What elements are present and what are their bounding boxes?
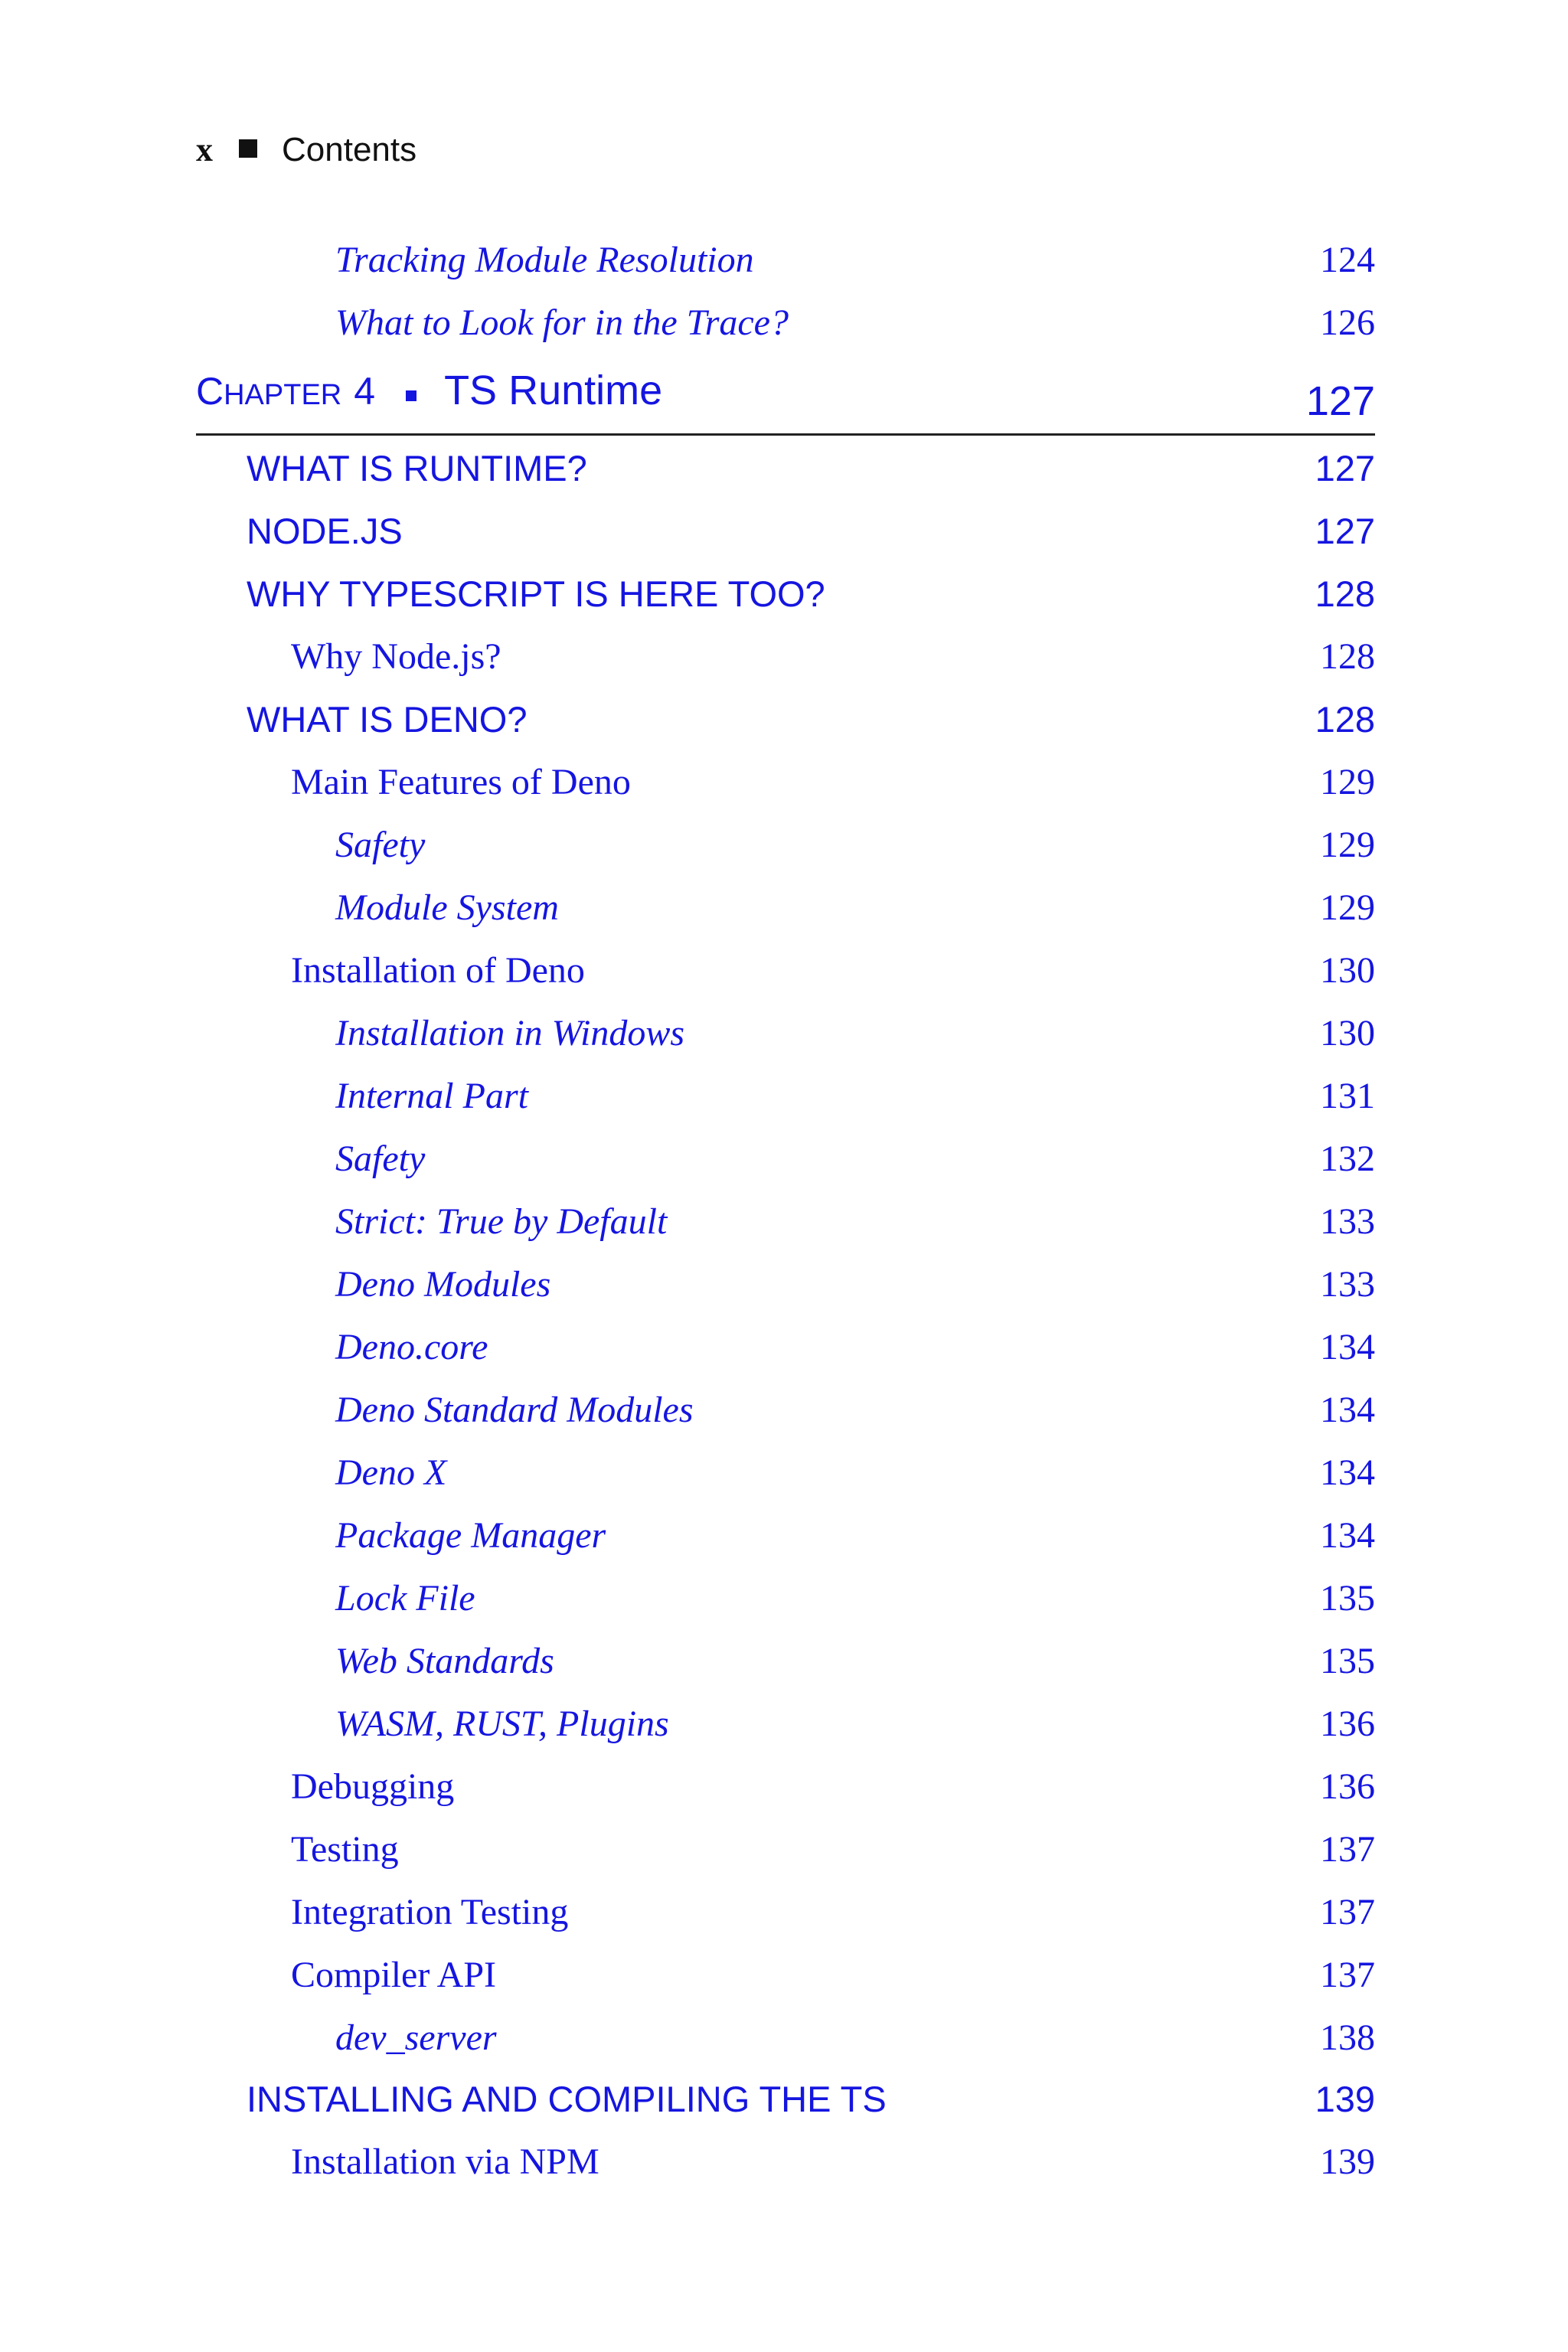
running-head-title: Contents <box>282 131 417 168</box>
toc-entry-page: 131 <box>1320 1076 1375 1116</box>
toc-entry-title: Deno Modules <box>335 1264 551 1305</box>
page-folio: x <box>196 131 213 168</box>
toc-subsection[interactable] <box>0 1756 1375 1818</box>
toc-subsection[interactable] <box>0 1819 1375 1880</box>
toc-entry-title: dev_server <box>335 2017 497 2058</box>
toc-entry-page: 130 <box>1320 1013 1375 1054</box>
toc-entry[interactable] <box>0 230 1375 291</box>
toc-entry-title: Installation via NPM <box>291 2141 599 2182</box>
toc-entry-title: Integration Testing <box>291 1892 569 1932</box>
toc-entry-page: 137 <box>1320 1829 1375 1870</box>
toc-entry-title: Testing <box>291 1829 399 1870</box>
toc-entry-page: 129 <box>1320 825 1375 865</box>
toc-entry-title: Deno X <box>335 1452 447 1493</box>
toc-entry-page: 137 <box>1320 1955 1375 1995</box>
toc-subsection[interactable] <box>0 2132 1375 2193</box>
chapter-bullet-icon <box>406 390 416 401</box>
chapter-title: TS Runtime <box>444 368 663 413</box>
toc-entry-title: Lock File <box>335 1578 475 1619</box>
toc-entry-page: 132 <box>1320 1138 1375 1179</box>
toc-entry-page: 136 <box>1320 1704 1375 1744</box>
toc-entry-title: WHY TYPESCRIPT IS HERE TOO? <box>247 573 825 614</box>
toc-subsection[interactable] <box>0 940 1375 1001</box>
toc-section[interactable] <box>0 438 1375 499</box>
toc-subsection[interactable] <box>0 1945 1375 2006</box>
chapter-page: 127 <box>1305 378 1375 424</box>
running-head <box>196 129 416 172</box>
toc-entry-title: Safety <box>335 1138 426 1179</box>
toc-entry-title: WHAT IS DENO? <box>247 699 528 740</box>
toc-entry-page: 137 <box>1320 1892 1375 1932</box>
toc-entry-page: 128 <box>1320 636 1375 677</box>
toc-subsubsection[interactable] <box>0 1191 1375 1253</box>
toc-entry-title: Tracking Module Resolution <box>335 240 754 280</box>
toc-entry-page: 128 <box>1315 699 1375 740</box>
toc-entry-title: Internal Part <box>335 1076 528 1116</box>
chapter-label-rest: HAPTER <box>224 379 342 411</box>
toc-entry-page: 134 <box>1320 1452 1375 1493</box>
toc-subsubsection[interactable] <box>0 1254 1375 1315</box>
toc-entry-title: What to Look for in the Trace? <box>335 302 789 343</box>
toc-subsubsection[interactable] <box>0 877 1375 939</box>
toc-subsubsection[interactable] <box>0 1568 1375 1629</box>
toc-entry-page: 126 <box>1320 302 1375 343</box>
toc-entry-page: 127 <box>1315 448 1375 488</box>
toc-entry-title: Installation of Deno <box>291 950 585 991</box>
toc-subsubsection[interactable] <box>0 815 1375 876</box>
toc-entry-title: Installation in Windows <box>335 1013 685 1054</box>
toc-entry-title: NODE.JS <box>247 511 403 551</box>
toc-entry-page: 134 <box>1320 1515 1375 1556</box>
toc-entry-title: Why Node.js? <box>291 636 501 677</box>
toc-entry-page: 139 <box>1320 2141 1375 2182</box>
toc-entry-title: WHAT IS RUNTIME? <box>247 448 587 488</box>
toc-entry-title: Deno Standard Modules <box>335 1390 694 1430</box>
toc-subsubsection[interactable] <box>0 2007 1375 2069</box>
toc-section[interactable] <box>0 2069 1375 2130</box>
chapter-number: 4 <box>354 370 376 413</box>
toc-subsubsection[interactable] <box>0 1066 1375 1127</box>
toc-entry-page: 129 <box>1320 887 1375 928</box>
toc-entry[interactable] <box>0 292 1375 354</box>
toc-entry-title: Package Manager <box>335 1515 606 1556</box>
toc-entry-title: Main Features of Deno <box>291 762 631 802</box>
toc-section[interactable] <box>0 564 1375 625</box>
toc-entry-page: 133 <box>1320 1264 1375 1305</box>
toc-entry-page: 135 <box>1320 1578 1375 1619</box>
toc-subsection[interactable] <box>0 1882 1375 1943</box>
toc-subsubsection[interactable] <box>0 1380 1375 1441</box>
toc-entry-title: Module System <box>335 887 559 928</box>
chapter-rule <box>196 433 1375 436</box>
chapter-label <box>196 368 662 424</box>
toc-entry-page: 133 <box>1320 1201 1375 1242</box>
toc-entry-page: 129 <box>1320 762 1375 802</box>
toc-subsection[interactable] <box>0 626 1375 688</box>
square-bullet-icon <box>239 139 257 158</box>
toc-subsection[interactable] <box>0 752 1375 813</box>
toc-entry-title: Compiler API <box>291 1955 497 1995</box>
toc-subsubsection[interactable] <box>0 1003 1375 1064</box>
toc-section[interactable] <box>0 501 1375 562</box>
toc-subsubsection[interactable] <box>0 1317 1375 1378</box>
chapter-heading[interactable] <box>196 368 1375 432</box>
chapter-label-initial: C <box>196 370 224 413</box>
toc-entry-title: Safety <box>335 825 426 865</box>
toc-entry-page: 124 <box>1320 240 1375 280</box>
toc-entry-page: 130 <box>1320 950 1375 991</box>
toc-entry-page: 136 <box>1320 1766 1375 1807</box>
toc-entry-page: 127 <box>1315 511 1375 551</box>
toc-entry-page: 135 <box>1320 1641 1375 1681</box>
toc-subsubsection[interactable] <box>0 1631 1375 1692</box>
toc-section[interactable] <box>0 689 1375 750</box>
toc-subsubsection[interactable] <box>0 1442 1375 1504</box>
toc-entry-title: Debugging <box>291 1766 455 1807</box>
toc-entry-page: 128 <box>1315 573 1375 614</box>
toc-subsubsection[interactable] <box>0 1505 1375 1566</box>
toc-entry-title: Strict: True by Default <box>335 1201 668 1242</box>
toc-entry-page: 139 <box>1315 2079 1375 2119</box>
toc-entry-title: WASM, RUST, Plugins <box>335 1704 669 1744</box>
toc-subsubsection[interactable] <box>0 1694 1375 1755</box>
toc-entry-page: 134 <box>1320 1327 1375 1367</box>
toc-entry-title: Deno.core <box>335 1327 488 1367</box>
toc-entry-title: INSTALLING AND COMPILING THE TS <box>247 2079 887 2119</box>
toc-entry-page: 138 <box>1320 2017 1375 2058</box>
toc-subsubsection[interactable] <box>0 1129 1375 1190</box>
toc-entry-title: Web Standards <box>335 1641 554 1681</box>
toc-entry-page: 134 <box>1320 1390 1375 1430</box>
